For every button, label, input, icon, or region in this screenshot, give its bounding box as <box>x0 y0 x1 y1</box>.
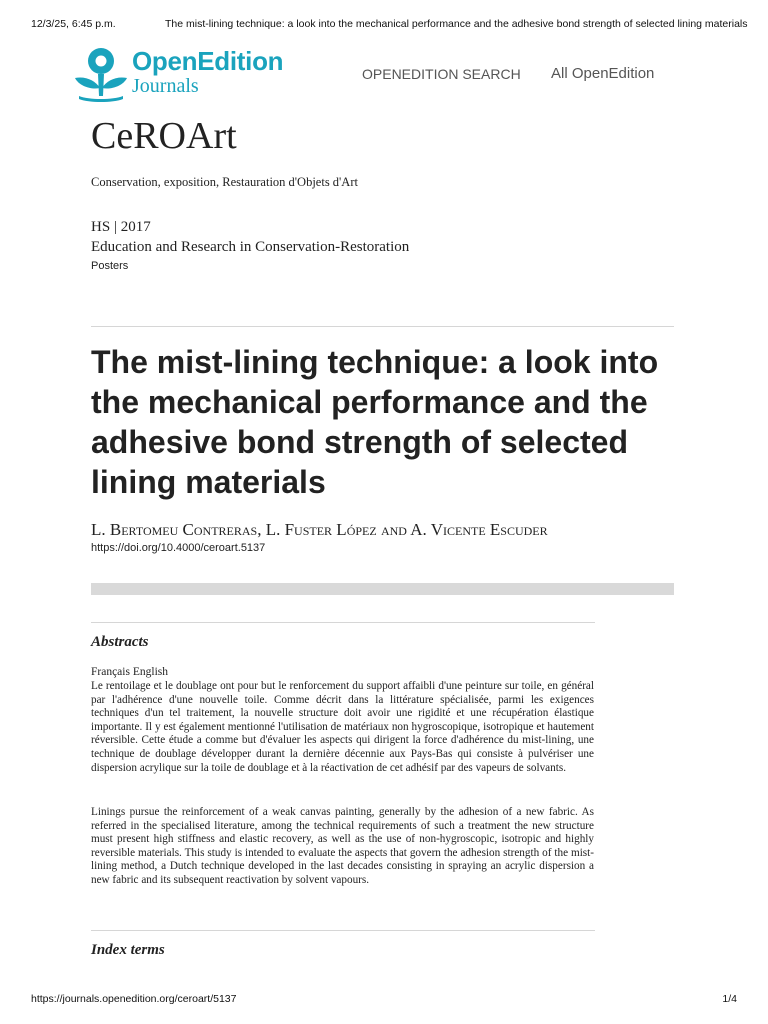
nav-all-openedition-link[interactable]: All OpenEdition <box>551 65 655 82</box>
toolbar-bar <box>91 583 674 595</box>
abstracts-heading: Abstracts <box>91 634 149 650</box>
section-name: Posters <box>91 260 129 272</box>
issue-year-link[interactable]: 2017 <box>120 219 151 235</box>
issue-separator: | <box>110 219 121 235</box>
abstract-english-text: Linings pursue the reinforcement of a weak canvas painting, generally by the adhesion of a new fabric. As referred in the specialised literature, among the technical requirements of such a treatment the new structure must present high stiffness and elastic recovery, as well as the use of non-hygroscopic, isotropic and highly reversible materials. This study is intended to evaluate the aspects that govern the adhesion strength of the mist-lining method, a Dutch technique developed in the last decades consisting in spraying an acrylic dispersion a new fabric and its subsequent reactivation by solvent vapours. <box>91 806 594 886</box>
nav-openedition-search-link[interactable]: OPENEDITION SEARCH <box>362 66 521 82</box>
print-footer <box>0 990 768 1010</box>
issue-title-link[interactable]: Education and Research in Conservation-Restoration <box>91 239 410 255</box>
logo-sub-text: Journals <box>132 75 199 97</box>
print-datetime: 12/3/25, 6:45 p.m. <box>31 18 116 30</box>
issue-code-link[interactable]: HS <box>91 219 111 235</box>
print-page-number: 1/4 <box>722 993 737 1005</box>
openedition-flower-icon <box>73 44 129 104</box>
abstract-french-text: Le rentoilage et le doublage ont pour but le renforcement du support affaibli d'une peinture sur toile, en général par l'adhérence d'une nouvelle toile. Comme décrit dans la littérature spécialisée, parmi les exigences techniques d'un tel traitement, la nouvelle structure doit avoir une rigidité et une récupération élastique importante. Il y est également mentionné l'utilisation de matériaux non hygroscopique, isotropique et hautement réversible. Cette étude a comme but d'évaluer les aspects qui dirigent la force d'adhérence du mist-lining, une technique de doublage développer durant la dernière décennie aux Pays-Bas qui consiste à pulvériser une dispersion acrylique sur la toile de doublage et à la réactivation de cet adhésif par des vapeurs de solvants. <box>91 680 594 774</box>
article-authors[interactable]: L. Bertomeu Contreras, L. Fuster López and A. Vicente Escuder <box>91 520 548 539</box>
openedition-journals-logo[interactable] <box>73 44 293 104</box>
index-terms-heading: Index terms <box>91 942 165 958</box>
journal-subtitle: Conservation, exposition, Restauration d'Objets d'Art <box>91 175 358 189</box>
doi-link[interactable]: https://doi.org/10.4000/ceroart.5137 <box>91 542 266 554</box>
logo-main-text: OpenEdition <box>132 46 284 76</box>
divider <box>91 622 595 623</box>
abstract-language-tabs <box>91 666 168 678</box>
divider <box>91 930 595 931</box>
tab-english[interactable]: English <box>132 666 168 678</box>
print-header <box>0 0 768 30</box>
divider <box>91 326 674 327</box>
print-url: https://journals.openedition.org/ceroart/5137 <box>31 993 237 1005</box>
journal-title-link[interactable]: CeROArt <box>91 115 237 157</box>
article-title: The mist-lining technique: a look into the mechanical performance and the adhesive bond strength of selected lining materials <box>91 344 659 500</box>
tab-francais[interactable]: Français <box>91 666 130 678</box>
issue-line <box>91 219 151 236</box>
print-page-title: The mist-lining technique: a look into the mechanical performance and the adhesive bond strength of selected lining materials <box>165 18 748 30</box>
